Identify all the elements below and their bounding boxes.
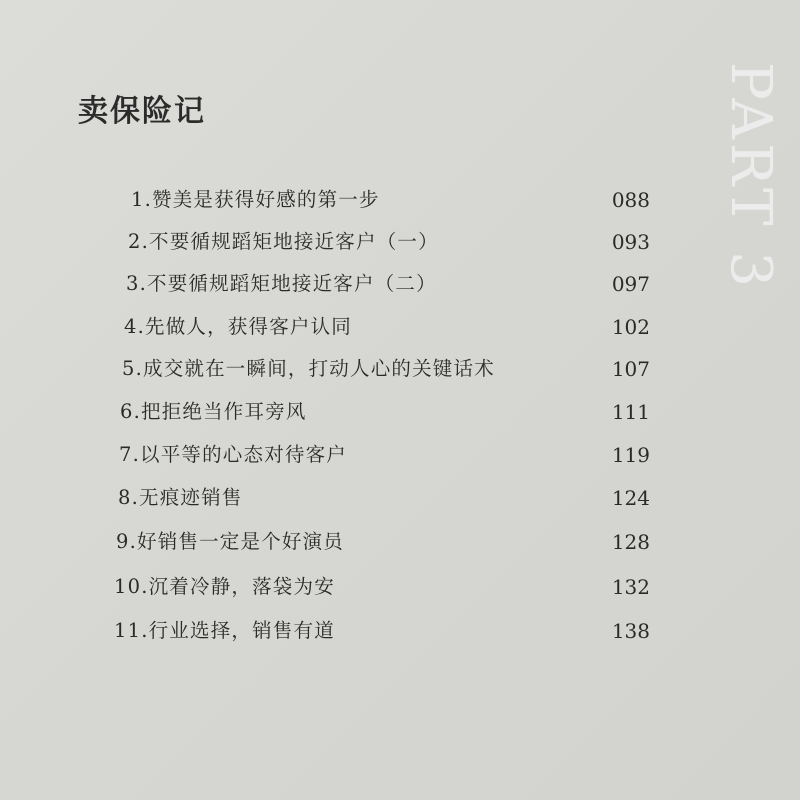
toc-entry[interactable] xyxy=(0,225,800,259)
toc-entry-page: 119 xyxy=(611,443,650,467)
toc-entry[interactable] xyxy=(0,352,800,386)
toc-entry[interactable] xyxy=(0,614,800,648)
toc-entry-page: 132 xyxy=(611,575,650,599)
toc-entry-page: 107 xyxy=(611,357,650,381)
toc-entry-title: 10.沉着冷静，落袋为安 xyxy=(114,575,335,598)
toc-entry[interactable] xyxy=(0,481,800,515)
toc-entry-page: 128 xyxy=(611,530,650,554)
toc-entry-page: 102 xyxy=(611,315,650,339)
toc-entry[interactable] xyxy=(0,310,800,344)
toc-entry-page: 138 xyxy=(611,619,650,643)
toc-entry-page: 088 xyxy=(611,188,650,212)
toc-entry-title: 9.好销售一定是个好演员 xyxy=(116,530,345,553)
toc-entry-title: 2.不要循规蹈矩地接近客户（一） xyxy=(128,230,439,253)
part-label: PART 3 xyxy=(718,62,783,291)
toc-entry-title: 7.以平等的心态对待客户 xyxy=(119,443,348,466)
toc-entry[interactable] xyxy=(0,395,800,429)
toc-entry-title: 11.行业选择，销售有道 xyxy=(114,619,335,642)
toc-entry[interactable] xyxy=(0,183,800,217)
section-title: 卖保险记 xyxy=(78,94,206,129)
toc-entry-title: 8.无痕迹销售 xyxy=(118,486,243,509)
toc-entry-title: 5.成交就在一瞬间，打动人心的关键话术 xyxy=(122,357,495,380)
toc-entry-page: 124 xyxy=(611,486,650,510)
toc-entry-page: 111 xyxy=(611,400,650,424)
toc-entry-title: 4.先做人，获得客户认同 xyxy=(124,315,353,338)
toc-entry-title: 1.赞美是获得好感的第一步 xyxy=(131,188,380,211)
toc-entry-page: 093 xyxy=(611,230,650,254)
toc-entry-page: 097 xyxy=(611,272,650,296)
toc-entry[interactable] xyxy=(0,438,800,472)
toc-entry[interactable] xyxy=(0,525,800,559)
toc-entry[interactable] xyxy=(0,570,800,604)
toc-entry[interactable] xyxy=(0,267,800,301)
toc-entry-title: 6.把拒绝当作耳旁风 xyxy=(120,400,307,423)
toc-entry-title: 3.不要循规蹈矩地接近客户（二） xyxy=(126,272,437,295)
